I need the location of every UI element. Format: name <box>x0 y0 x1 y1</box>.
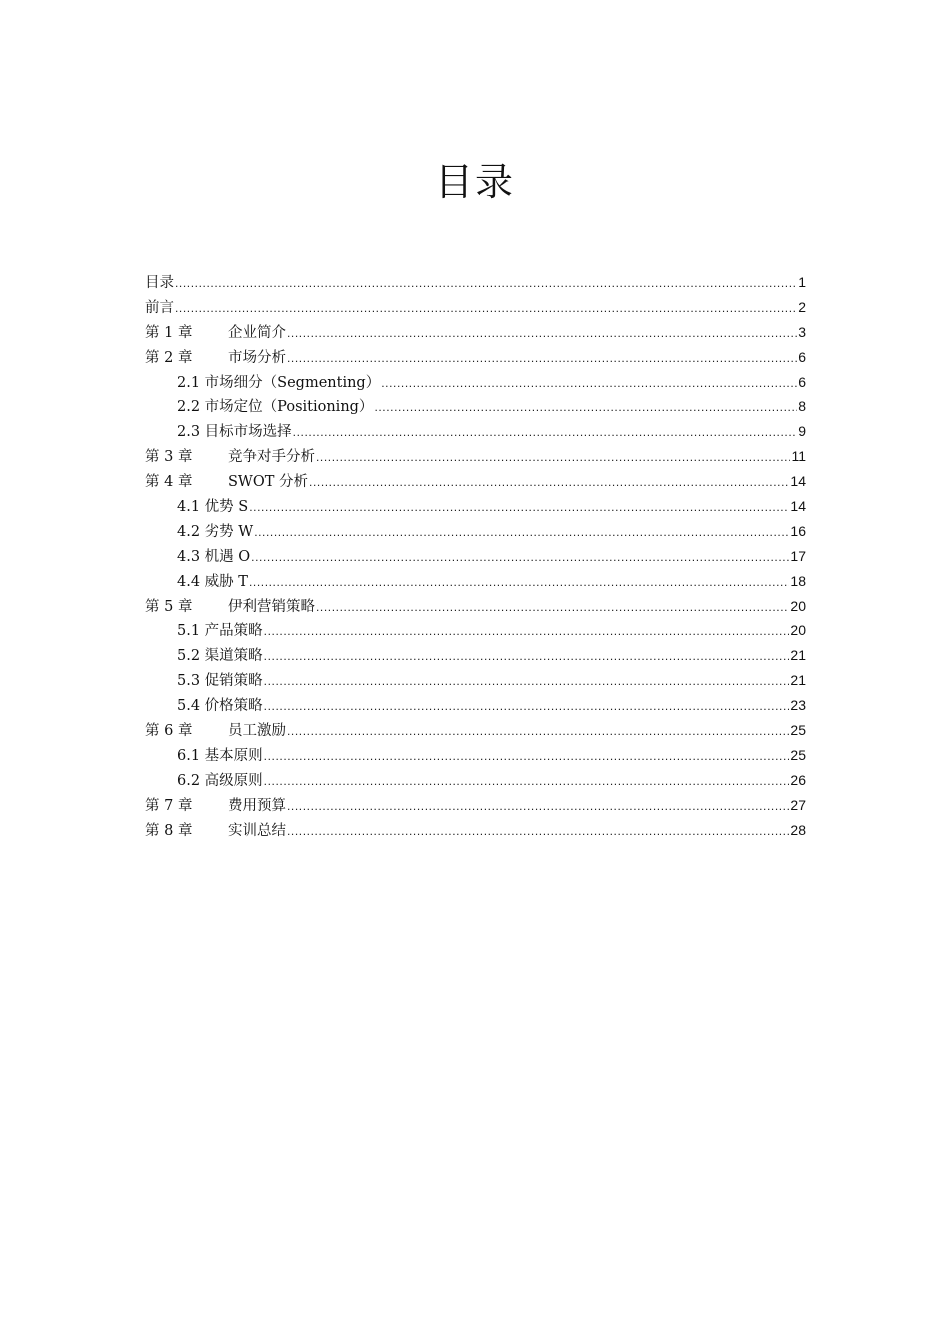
toc-dot-leader <box>287 719 789 743</box>
toc-dot-leader <box>175 271 797 295</box>
toc-entry-label: 6.2 高级原则 <box>177 772 263 789</box>
toc-page-number: 8 <box>798 398 806 415</box>
toc-dot-leader <box>254 520 789 544</box>
toc-entry[interactable] <box>145 444 806 469</box>
toc-entry[interactable] <box>145 768 806 793</box>
toc-dot-leader <box>251 545 789 569</box>
toc-entry[interactable] <box>145 693 806 718</box>
toc-entry-label: 2.3 目标市场选择 <box>177 424 292 441</box>
toc-entry-label: 实训总结 <box>228 822 286 839</box>
toc-dot-leader <box>287 321 797 345</box>
toc-chapter-number: 第 7 章 <box>145 797 193 814</box>
toc-dot-leader <box>264 669 790 693</box>
toc-chapter-number: 第 6 章 <box>145 723 193 740</box>
toc-entry-label: 市场分析 <box>228 349 286 366</box>
toc-page-number: 11 <box>791 448 806 465</box>
toc-page-number: 3 <box>798 323 806 340</box>
toc-entry-label: 2.1 市场细分（Segmenting） <box>177 374 381 391</box>
toc-dot-leader <box>374 395 797 419</box>
toc-dot-leader <box>264 619 790 643</box>
toc-page-number: 23 <box>790 697 806 714</box>
toc-entry[interactable] <box>145 818 806 843</box>
toc-dot-leader <box>249 495 789 519</box>
toc-dot-leader <box>249 570 789 594</box>
toc-page-number: 9 <box>798 423 806 440</box>
toc-page-number: 1 <box>798 274 806 290</box>
toc-dot-leader <box>264 644 790 668</box>
toc-page-number: 6 <box>798 348 806 365</box>
toc-page-number: 27 <box>790 796 806 813</box>
toc-entry[interactable] <box>145 569 806 594</box>
toc-entry-label: 2.2 市场定位（Positioning） <box>177 399 374 416</box>
toc-entry[interactable] <box>145 618 806 643</box>
toc-page-number: 28 <box>790 821 806 838</box>
toc-chapter-number: 第 1 章 <box>145 324 193 341</box>
page-title: 目录 <box>434 160 515 204</box>
toc-entry[interactable] <box>145 519 806 544</box>
toc-page-number: 6 <box>798 373 806 390</box>
toc-entry[interactable] <box>145 743 806 768</box>
toc-page-number: 2 <box>798 298 806 315</box>
toc-entry[interactable] <box>145 544 806 569</box>
toc-entry-label: 6.1 基本原则 <box>177 747 263 764</box>
toc-entry[interactable] <box>145 718 806 743</box>
toc-entry-label: 5.3 促销策略 <box>177 673 263 690</box>
toc-page-number: 17 <box>790 547 806 564</box>
toc-dot-leader <box>287 346 797 370</box>
toc-page-number: 20 <box>790 597 806 614</box>
toc-entry-label: 4.3 机遇 O <box>177 548 251 565</box>
toc-entry[interactable] <box>145 494 806 519</box>
toc-dot-leader <box>264 744 790 768</box>
toc-chapter-number: 第 5 章 <box>145 598 193 615</box>
toc-entry-label: 员工激励 <box>228 723 286 740</box>
toc-entry-label: 4.4 威胁 T <box>177 573 248 590</box>
toc-entry[interactable] <box>145 345 806 370</box>
toc-dot-leader <box>264 694 790 718</box>
toc-dot-leader <box>309 470 789 494</box>
toc-chapter-number: 第 3 章 <box>145 449 193 466</box>
toc-page-number: 20 <box>790 622 806 639</box>
toc-chapter-number: 第 4 章 <box>145 474 193 491</box>
toc-entry-label: 5.2 渠道策略 <box>177 648 263 665</box>
toc-entry[interactable] <box>145 320 806 345</box>
toc-entry[interactable] <box>145 394 806 419</box>
toc-entry-label: 5.4 价格策略 <box>177 698 263 715</box>
toc-dot-leader <box>175 296 797 320</box>
toc-entry-label: 费用预算 <box>228 797 286 814</box>
toc-entry[interactable] <box>145 793 806 818</box>
toc-page-number: 26 <box>790 771 806 788</box>
toc-entry-label: 企业简介 <box>228 324 286 341</box>
toc-page-number: 14 <box>790 473 806 490</box>
toc-dot-leader <box>381 371 797 395</box>
toc-entry[interactable] <box>145 668 806 693</box>
toc-entry-label: 5.1 产品策略 <box>177 623 263 640</box>
toc-entry-label: 伊利营销策略 <box>228 598 315 615</box>
toc-chapter-number: 第 2 章 <box>145 349 193 366</box>
toc-entry[interactable] <box>145 419 806 444</box>
toc-entry[interactable] <box>145 469 806 494</box>
toc-dot-leader <box>293 420 798 444</box>
toc-page-number: 25 <box>790 746 806 763</box>
toc-page-number: 16 <box>790 522 806 539</box>
toc-dot-leader <box>316 595 789 619</box>
toc-entry[interactable] <box>145 270 806 295</box>
toc-page-number: 25 <box>790 722 806 739</box>
toc-dot-leader <box>316 445 790 469</box>
toc-dot-leader <box>287 794 789 818</box>
toc-entry-label: 目录 <box>145 275 174 291</box>
toc-entry[interactable] <box>145 370 806 395</box>
toc-page-number: 21 <box>790 647 806 664</box>
toc-dot-leader <box>287 819 789 843</box>
toc-page-number: 14 <box>790 498 806 515</box>
toc-page-number: 21 <box>790 672 806 689</box>
toc-dot-leader <box>264 769 790 793</box>
toc-entry[interactable] <box>145 643 806 668</box>
toc-chapter-number: 第 8 章 <box>145 822 193 839</box>
toc-entry-label: 前言 <box>145 299 174 316</box>
toc-entry-label: SWOT 分析 <box>228 474 309 491</box>
toc-entry-label: 4.2 劣势 W <box>177 523 254 540</box>
toc-page-number: 18 <box>790 572 806 589</box>
toc-entry[interactable] <box>145 295 806 320</box>
toc-entry-label: 4.1 优势 S <box>177 499 249 516</box>
toc-entry[interactable] <box>145 594 806 619</box>
toc-entry-label: 竞争对手分析 <box>228 449 315 466</box>
table-of-contents <box>145 270 806 842</box>
